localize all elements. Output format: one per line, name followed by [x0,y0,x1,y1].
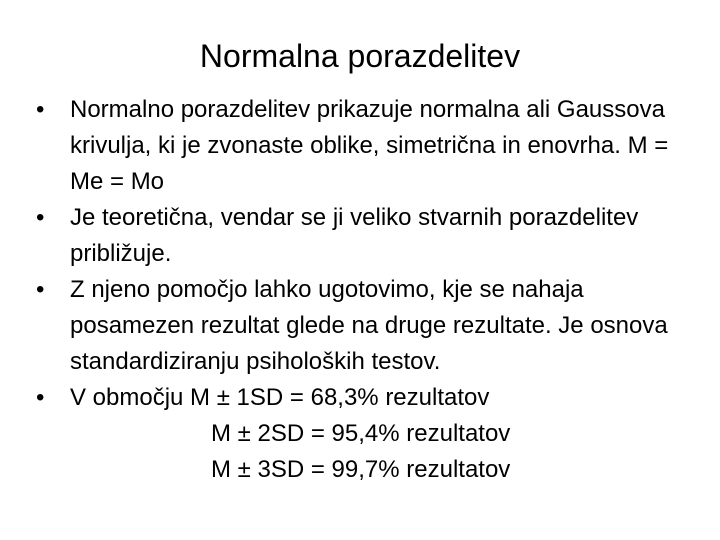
bullet-icon: • [36,384,45,411]
slide-title: Normalna porazdelitev [199,38,521,74]
bullet-icon: • [36,276,45,303]
continuation-line: M ± 3SD = 99,7% rezultatov [211,456,511,483]
bullet-text: Z njeno pomočjo lahko ugotovimo, kje se nahaja posamezen rezultat glede na druge rezultate. Je osnova standardiziranju psiholoških testov. [70,276,668,375]
bullet-item [36,92,696,200]
bullet-text: V območju M ± 1SD = 68,3% rezultatov [70,384,490,411]
bullet-item [36,380,696,416]
bullet-text: Normalno porazdelitev prikazuje normalna ali Gaussova krivulja, ki je zvonaste oblike, simetrična in enovrha. M = Me = Mo [70,96,669,195]
continuation-line: M ± 2SD = 95,4% rezultatov [211,420,511,447]
bullet-item [36,200,696,272]
bullet-item [36,272,696,380]
bullet-list [36,92,696,488]
bullet-icon: • [36,204,45,231]
bullet-icon: • [36,96,45,123]
bullet-text: Je teoretična, vendar se ji veliko stvarnih porazdelitev približuje. [70,204,639,267]
